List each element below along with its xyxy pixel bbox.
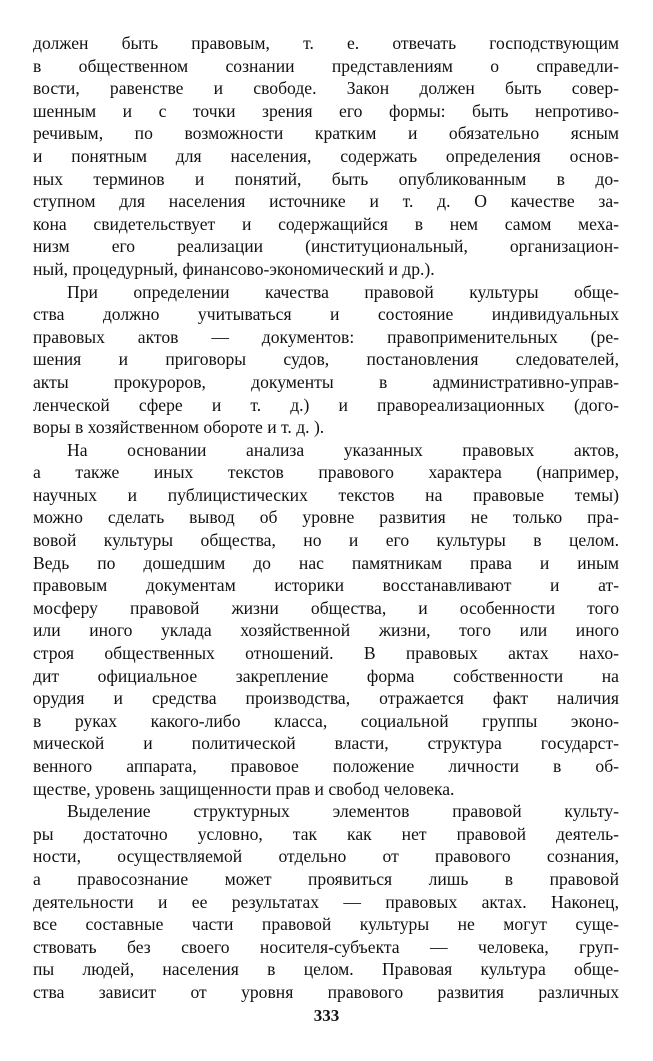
- text-line: ности, осуществляемой отдельно от правового сознания,: [33, 846, 619, 867]
- text-line: речивым, по возможности кратким и обязательно ясным: [33, 123, 619, 144]
- text-line: ных терминов и понятий, быть опубликованным в до-: [33, 168, 619, 189]
- text-line: в руках какого-либо класса, социальной группы эконо-: [33, 710, 619, 731]
- text-line: воры в хозяйственном обороте и т. д. ).: [33, 417, 325, 438]
- text-line: научных и публицистических текстов на правовые темы): [33, 484, 619, 505]
- text-line: деятельности и ее результатах — правовых актах. Наконец,: [33, 891, 619, 912]
- text-line: При определении качества правовой культуры обще-: [67, 281, 619, 302]
- text-line: в общественном сознании представлениям о справедли-: [33, 55, 619, 76]
- text-line: ства должно учитываться и состояние индивидуальных: [33, 304, 619, 325]
- text-line: низм его реализации (институциональный, организацион-: [33, 236, 619, 257]
- text-line: На основании анализа указанных правовых актов,: [67, 439, 619, 460]
- text-line: должен быть правовым, т. е. отвечать господствующим: [33, 33, 619, 53]
- text-line: шенным и с точки зрения его формы: быть непротиво-: [33, 100, 619, 121]
- text-line: орудия и средства производства, отражается факт наличия: [33, 688, 619, 709]
- text-line: кона свидетельствует и содержащийся в нем самом меха-: [33, 213, 619, 234]
- paragraph-1: [33, 32, 619, 281]
- text-line: пы людей, населения в целом. Правовая культура обще-: [33, 959, 619, 980]
- text-line: можно сделать вывод об уровне развития не только пра-: [33, 507, 619, 528]
- text-line: ствовать без своего носителя-субъекта — человека, груп-: [33, 936, 619, 957]
- text-line: ленческой сфере и т. д.) и правореализационных (дого-: [33, 394, 619, 415]
- text-line: правовых актов — документов: правоприменительных (ре-: [33, 326, 619, 347]
- text-line: ществе, уровень защищенности прав и свобод человека.: [33, 778, 455, 799]
- text-line: все составные части правовой культуры не могут суще-: [33, 914, 619, 935]
- paragraph-4: [33, 800, 619, 1003]
- text-line: и понятным для населения, содержать определения основ-: [33, 145, 619, 166]
- paragraph-2: [33, 281, 619, 439]
- text-line: шения и приговоры судов, постановления следователей,: [33, 349, 619, 370]
- text-line: вости, равенстве и свободе. Закон должен быть совер-: [33, 78, 619, 99]
- text-line: ства зависит от уровня правового развития различных: [33, 981, 619, 1002]
- text-line: а правосознание может проявиться лишь в правовой: [33, 868, 619, 889]
- text-line: ры достаточно условно, так как нет правовой деятель-: [33, 823, 619, 844]
- text-line: а также иных текстов правового характера (например,: [33, 462, 619, 483]
- text-line: мосферу правовой жизни общества, и особенности того: [33, 597, 619, 618]
- paragraph-3: [33, 439, 619, 801]
- text-line: Ведь по дошедшим до нас памятникам права и иным: [33, 552, 619, 573]
- text-line: или иного уклада хозяйственной жизни, того или иного: [33, 620, 619, 641]
- text-line: ступном для населения источнике и т. д. О качестве за-: [33, 191, 619, 212]
- text-line: вовой культуры общества, но и его культуры в целом.: [33, 530, 619, 551]
- text-line: строя общественных отношений. В правовых актах нахо-: [33, 643, 619, 664]
- text-line: акты прокуроров, документы в административно-управ-: [33, 371, 619, 392]
- page-body: [33, 32, 619, 1004]
- text-line: ный, процедурный, финансово-экономический и др.).: [33, 258, 435, 279]
- text-line: дит официальное закрепление форма собственности на: [33, 665, 619, 686]
- text-line: правовым документам историки восстанавливают и ат-: [33, 575, 619, 596]
- text-line: мической и политической власти, структура государст-: [33, 733, 619, 754]
- text-line: Выделение структурных элементов правовой культу-: [67, 801, 619, 822]
- text-line: венного аппарата, правовое положение личности в об-: [33, 756, 619, 776]
- page-number: 333: [313, 1006, 340, 1025]
